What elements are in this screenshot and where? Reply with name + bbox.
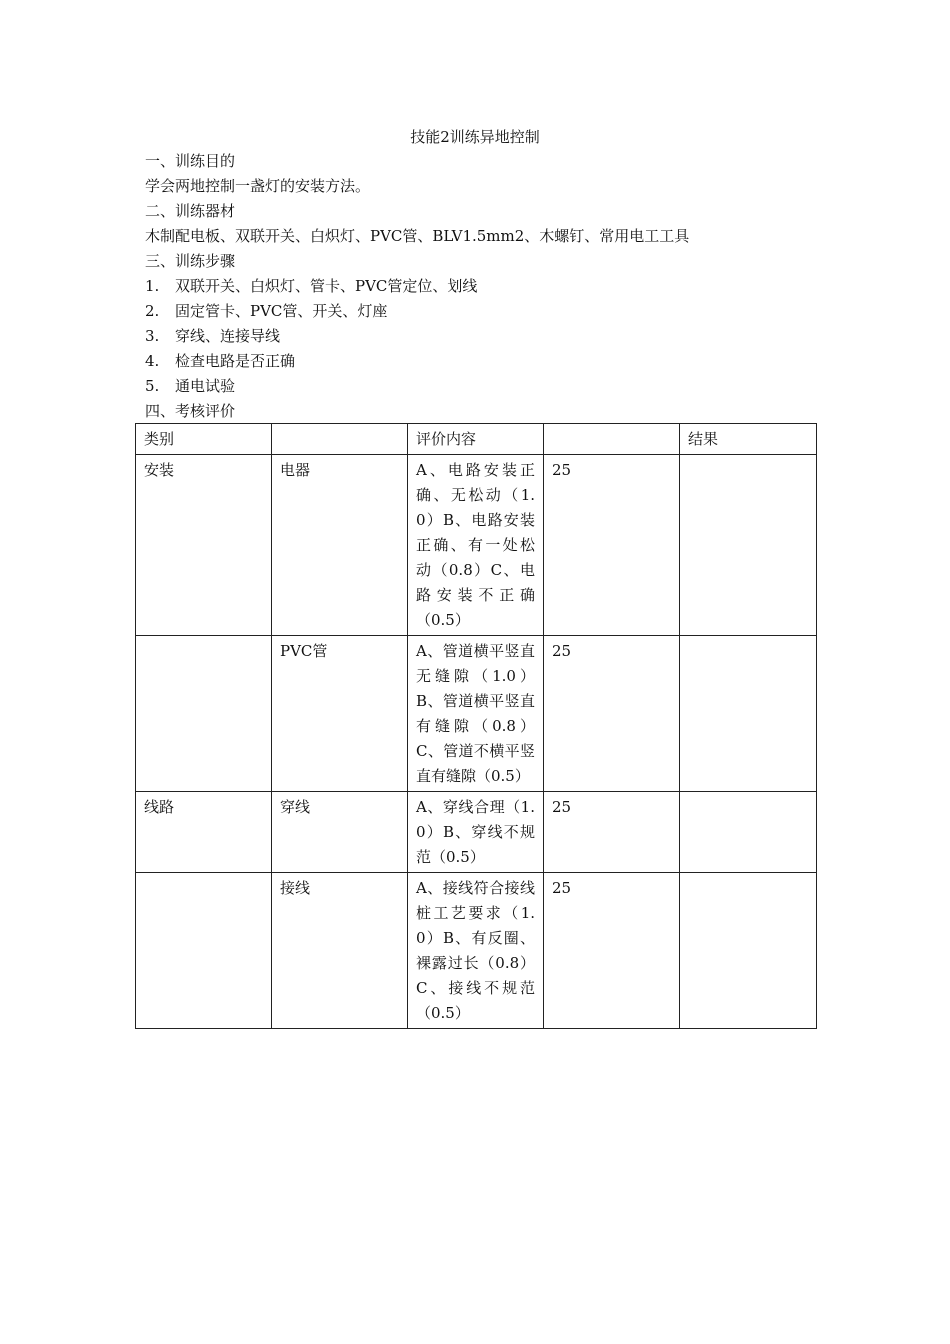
cell-result bbox=[680, 455, 817, 636]
cell-category: 安装 bbox=[136, 455, 272, 636]
step-number: 1. bbox=[145, 277, 160, 295]
cell-content: A、接线符合接线桩工艺要求（1.0）B、有反圈、裸露过长（0.8）C、接线不规范（0.5） bbox=[408, 873, 544, 1029]
cell-content: A、电路安装正确、无松动（1.0）B、电路安装正确、有一处松动（0.8）C、电路安装不正确（0.5） bbox=[408, 455, 544, 636]
header-cell-result: 结果 bbox=[680, 424, 817, 455]
header-cell-item bbox=[272, 424, 408, 455]
section-text-purpose: 学会两地控制一盏灯的安装方法。 bbox=[145, 177, 371, 195]
step-text: 双联开关、白炽灯、管卡、PVC管定位、划线 bbox=[175, 277, 478, 295]
cell-score: 25 bbox=[544, 873, 680, 1029]
step-number: 2. bbox=[145, 302, 160, 320]
cell-result bbox=[680, 792, 817, 873]
cell-item: PVC管 bbox=[272, 636, 408, 792]
header-cell-score bbox=[544, 424, 680, 455]
step-item bbox=[145, 325, 280, 347]
cell-item: 电器 bbox=[272, 455, 408, 636]
table-row bbox=[136, 636, 817, 792]
cell-item: 接线 bbox=[272, 873, 408, 1029]
cell-category bbox=[136, 636, 272, 792]
step-item bbox=[145, 375, 235, 397]
step-item bbox=[145, 300, 387, 322]
cell-content: A、穿线合理（1.0）B、穿线不规范（0.5） bbox=[408, 792, 544, 873]
page-title: 技能2训练异地控制 bbox=[410, 128, 540, 146]
section-heading-purpose: 一、训练目的 bbox=[145, 152, 236, 170]
step-text: 固定管卡、PVC管、开关、灯座 bbox=[175, 302, 388, 320]
step-number: 4. bbox=[145, 352, 160, 370]
table-header-row bbox=[136, 424, 817, 455]
step-item bbox=[145, 275, 477, 297]
step-text: 检查电路是否正确 bbox=[175, 352, 296, 370]
cell-category bbox=[136, 873, 272, 1029]
cell-result bbox=[680, 873, 817, 1029]
table-row bbox=[136, 873, 817, 1029]
cell-result bbox=[680, 636, 817, 792]
header-cell-content: 评价内容 bbox=[408, 424, 544, 455]
step-text: 穿线、连接导线 bbox=[175, 327, 281, 345]
table-row bbox=[136, 455, 817, 636]
step-number: 5. bbox=[145, 377, 160, 395]
section-heading-equipment: 二、训练器材 bbox=[145, 202, 236, 220]
section-text-equipment: 木制配电板、双联开关、白炽灯、PVC管、BLV1.5mm2、木螺钉、常用电工工具 bbox=[145, 227, 690, 245]
cell-score: 25 bbox=[544, 792, 680, 873]
cell-content: A、管道横平竖直无缝隙（1.0）B、管道横平竖直有缝隙（0.8）C、管道不横平竖直有缝隙（0.5） bbox=[408, 636, 544, 792]
cell-score: 25 bbox=[544, 636, 680, 792]
section-heading-steps: 三、训练步骤 bbox=[145, 252, 236, 270]
cell-score: 25 bbox=[544, 455, 680, 636]
step-item bbox=[145, 350, 295, 372]
step-text: 通电试验 bbox=[175, 377, 236, 395]
table-row bbox=[136, 792, 817, 873]
cell-item: 穿线 bbox=[272, 792, 408, 873]
section-heading-evaluation: 四、考核评价 bbox=[145, 402, 236, 420]
step-number: 3. bbox=[145, 327, 160, 345]
cell-category: 线路 bbox=[136, 792, 272, 873]
header-cell-category: 类别 bbox=[136, 424, 272, 455]
evaluation-table bbox=[135, 423, 817, 1029]
